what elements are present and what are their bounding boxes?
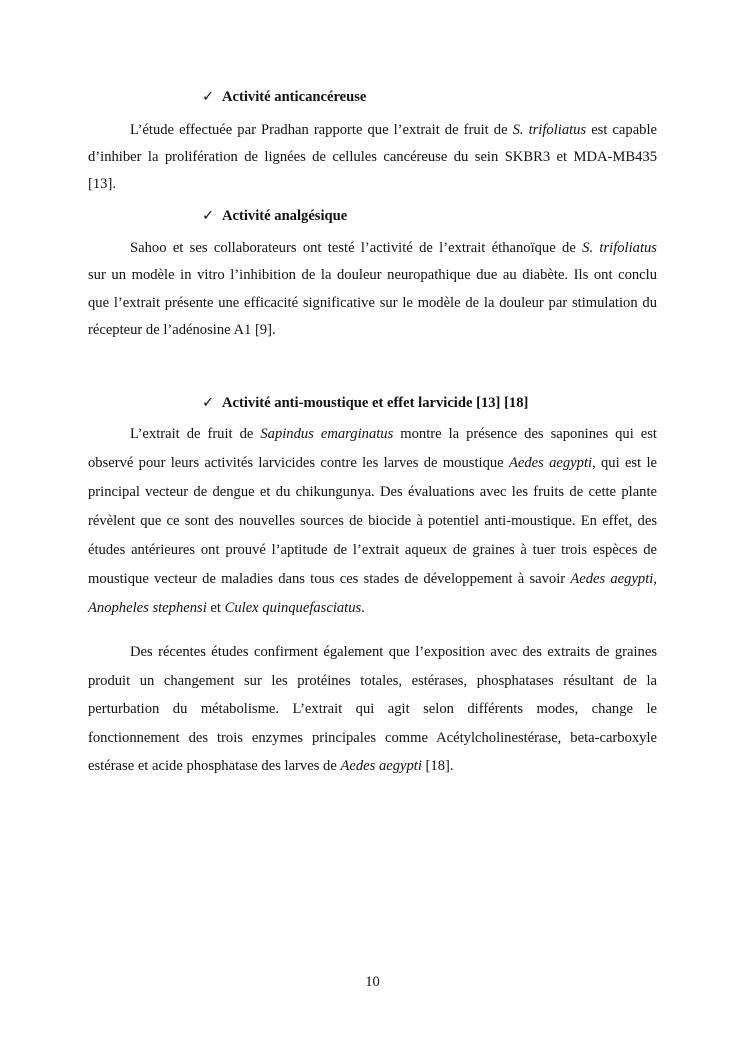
text-run: révèlent que ce sont des nouvelles sources de biocide à potentiel anti-moustique. En effet, des	[88, 513, 657, 529]
italic-text: S. trifoliatus	[512, 122, 587, 138]
text-run: que l’extrait présente une efficacité significative sur le modèle de la douleur par stimulation du	[88, 294, 657, 311]
text-line	[88, 420, 657, 449]
text-run: [18].	[421, 758, 454, 774]
text-line	[88, 117, 657, 144]
text-line	[88, 317, 657, 344]
page-number: 10	[365, 974, 380, 990]
text-run: observé pour leurs activités larvicides contre les larves de moustique	[88, 455, 509, 471]
text-run: L’extrait de fruit de	[130, 426, 261, 442]
checkmark-icon: ✓	[202, 208, 215, 224]
text-run: fonctionnement des trois enzymes principales comme Acétylcholinestérase, beta-carboxyle	[88, 729, 657, 746]
text-line	[88, 594, 657, 623]
paragraph-analgesic	[88, 235, 657, 344]
text-line	[88, 695, 657, 724]
text-run: perturbation du métabolisme. L’extrait qui agit selon différents modes, change le	[88, 701, 657, 717]
text-run: L’étude effectuée par Pradhan rapporte que l’extrait de fruit de	[130, 122, 513, 138]
section-heading-analgesic	[202, 207, 347, 225]
text-line	[88, 235, 657, 262]
text-line	[88, 478, 657, 507]
text-line	[88, 449, 657, 478]
text-line	[88, 724, 657, 753]
italic-text: Aedes aegypti	[340, 758, 422, 774]
italic-text: Sapindus emarginatus	[260, 426, 394, 442]
italic-text: Anopheles stephensi	[88, 600, 207, 616]
text-run: produit un changement sur les protéines totales, estérases, phosphatases résultant de la	[88, 672, 657, 689]
text-run: est capable	[586, 122, 657, 138]
section-heading-anti-mosquito	[202, 394, 528, 412]
section-heading-anticancer	[202, 88, 366, 106]
text-line	[88, 667, 657, 696]
text-run: , qui est le	[592, 455, 657, 471]
text-line	[88, 536, 657, 565]
paragraph-larvicide	[88, 420, 657, 623]
text-run: études antérieures ont prouvé l’aptitude de l’extrait aqueux de graines à tuer trois espèces de	[88, 542, 657, 558]
text-run: montre la présence des saponines qui est	[393, 426, 657, 442]
text-run: principal vecteur de dengue et du chikungunya. Des évaluations avec les fruits de cette plante	[88, 484, 657, 500]
text-run: sur un modèle in vitro l’inhibition de la douleur neuropathique due au diabète. Ils ont conclu	[88, 267, 657, 284]
text-run: d’inhiber la prolifération de lignées de cellules cancéreuse du sein SKBR3 et MDA-MB435	[88, 149, 657, 165]
heading-text: Activité anti-moustique et effet larvicide [13] [18]	[222, 395, 529, 411]
text-run: [13].	[88, 176, 116, 192]
heading-text: Activité analgésique	[222, 208, 348, 224]
text-line	[88, 144, 657, 171]
italic-text: Culex quinquefasciatus	[224, 600, 362, 616]
italic-text: Aedes aegypti,	[570, 571, 657, 587]
text-run: récepteur de l’adénosine A1 [9].	[88, 321, 276, 338]
checkmark-icon: ✓	[202, 395, 215, 411]
text-run: et	[206, 600, 225, 616]
text-run: moustique vecteur de maladies dans tous ces stades de développement à savoir	[88, 571, 571, 587]
text-run: Sahoo et ses collaborateurs ont testé l’activité de l’extrait éthanoïque de	[130, 240, 583, 256]
text-line	[88, 290, 657, 317]
heading-text: Activité anticancéreuse	[222, 89, 367, 105]
text-line	[88, 752, 657, 781]
italic-text: Aedes aegypti	[508, 455, 593, 471]
text-line	[88, 507, 657, 536]
text-run: Des récentes études confirment également que l’exposition avec des extraits de graines	[130, 644, 657, 660]
checkmark-icon: ✓	[202, 89, 215, 105]
text-run: .	[361, 600, 365, 616]
text-line	[88, 638, 657, 667]
text-run: estérase et acide phosphatase des larves de	[88, 758, 341, 774]
italic-text: S. trifoliatus	[582, 240, 657, 256]
text-line	[88, 171, 657, 198]
paragraph-anticancer	[88, 117, 657, 198]
text-line	[88, 565, 657, 594]
paragraph-enzymes	[88, 638, 657, 781]
text-line	[88, 262, 657, 289]
